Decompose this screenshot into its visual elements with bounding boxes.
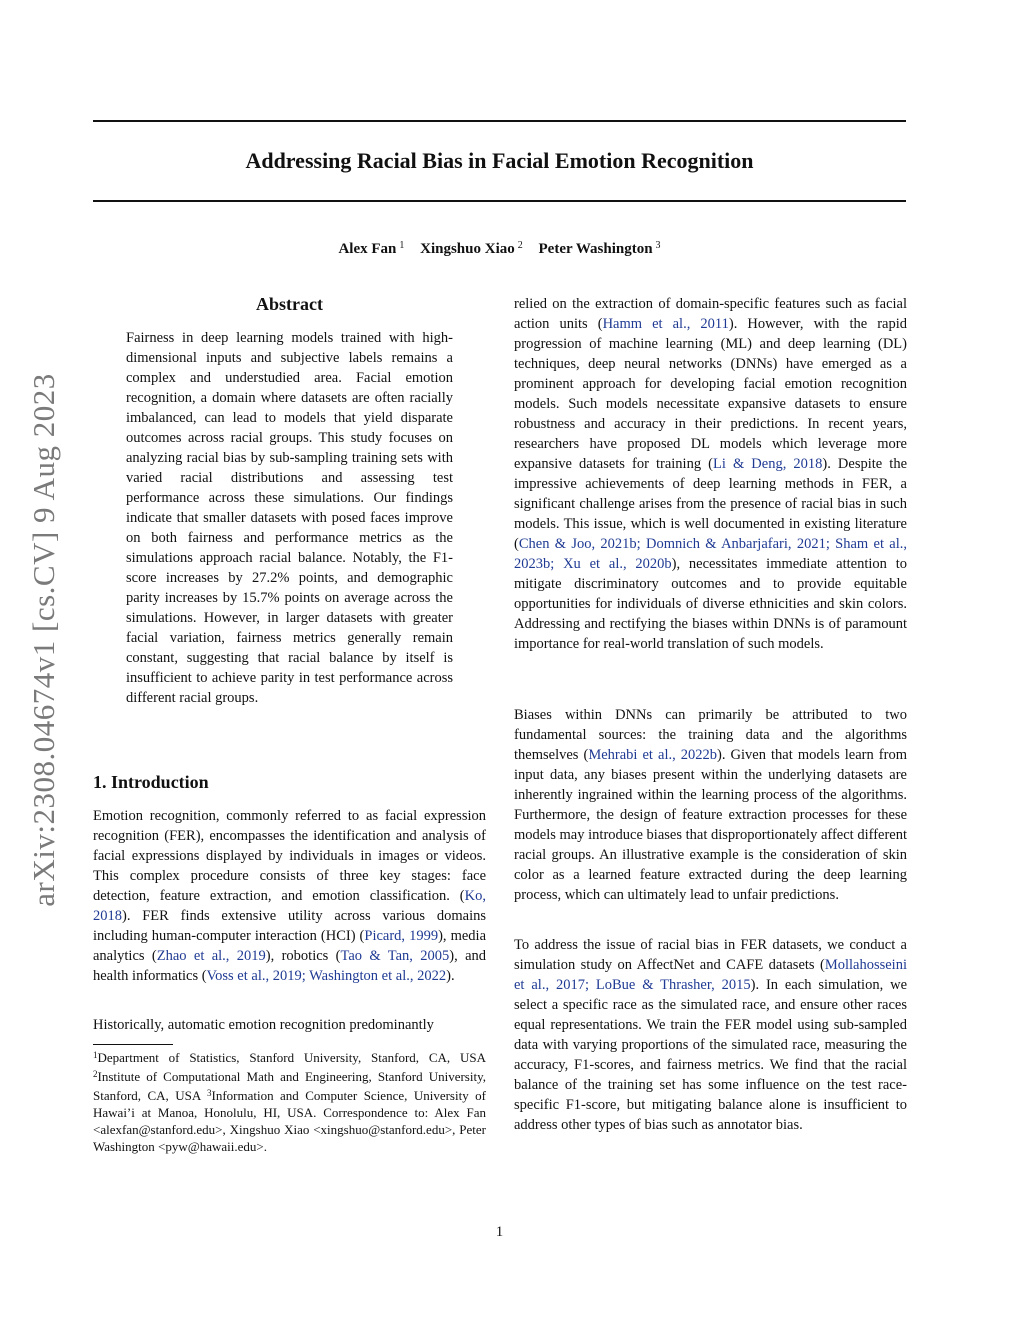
footnote-mark: 2 — [93, 1069, 98, 1079]
author-2 — [420, 241, 523, 257]
citation-link[interactable]: Mehrabi et al., 2022b — [588, 747, 718, 763]
citation-link[interactable]: Ko, 2018 — [93, 888, 486, 924]
right-column-paragraph-1 — [514, 294, 907, 654]
footnote-text: Department of Statistics, Stanford University, Stanford, CA, USA — [97, 1050, 486, 1065]
footnote-rule — [93, 1044, 173, 1045]
author-affiliation-mark: 3 — [655, 240, 661, 251]
right-column-paragraph-3 — [514, 935, 907, 1135]
citation-link[interactable]: Voss et al., 2019; Washington et al., 2022 — [206, 968, 447, 984]
abstract-heading: Abstract — [256, 294, 323, 314]
author-name: Alex Fan — [338, 241, 397, 257]
paragraph-text: Biases within DNNs can primarily be attributed to two fundamental sources: the training data and the algorithms themselves ( — [514, 707, 907, 763]
title-top-rule — [93, 120, 906, 122]
paper-title: Addressing Racial Bias in Facial Emotion Recognition — [245, 148, 754, 173]
paragraph-text: relied on the extraction of domain-specific features such as facial action units ( — [514, 296, 907, 332]
paragraph-text: To address the issue of racial bias in FER datasets, we conduct a simulation study on AffectNet and CAFE datasets ( — [514, 937, 907, 973]
paragraph-text: ). Despite the impressive achievements of deep learning methods in FER, a significant challenge arises from the presence of racial bias in such models. This issue, which is well documented in existing literature ( — [514, 456, 908, 552]
paragraph-text: ), robotics ( — [265, 948, 341, 964]
introduction-paragraph-2-start: Historically, automatic emotion recognition predominantly — [93, 1017, 434, 1033]
citation-link[interactable]: Hamm et al., 2011 — [602, 316, 729, 332]
paragraph-text: ). However, with the rapid progression of machine learning (ML) and deep learning (DL) techniques, deep neural networks (DNNs) have emerged as a prominent approach for developing facial emotion recognition models. Such models necessitate expansive datasets to ensure robustness and accuracy in their predictions. In recent years, researchers have proposed DL models which leverage more expansive datasets for training ( — [514, 316, 908, 472]
paragraph-text: ), necessitates immediate attention to mitigate discriminatory outcomes and to provide equitable opportunities for individuals of diverse ethnicities and skin colors. Addressing and rectifying the biases within DNNs is of paramount importance for real-world translation of such models. — [514, 556, 907, 652]
footnote-text: Institute of Computational Math and Engineering, Stanford University, Stanford, CA, USA — [93, 1069, 486, 1103]
arxiv-identifier-stamp: arXiv:2308.04674v1 [cs.CV] 9 Aug 2023 — [26, 373, 61, 907]
author-affiliation-mark: 1 — [399, 240, 405, 251]
footnote-text: Information and Computer Science, University of Hawai’i at Manoa, Honolulu, HI, USA. Correspondence to: Alex Fan <alexfan@stanford.edu>, Xingshuo Xiao <xingshuo@stanford.edu>, Peter Washington <pyw@hawaii.edu>. — [93, 1088, 486, 1154]
author-affiliation-mark: 2 — [517, 240, 523, 251]
paragraph-text: ). In each simulation, we select a specific race as the simulated race, and ensure other races equal representations. We train the FER model using sub-sampled data with varying proportions of the simulated race, measuring the accuracy, F1-scores, and fairness metrics. We find that the racial balance of the training set has some influence on the test race-specific F1-score, but mitigating balance alone is insufficient to address other types of bias such as annotator bias. — [514, 977, 908, 1133]
title-bottom-rule — [93, 200, 906, 202]
paragraph-text: ). — [446, 968, 455, 984]
citation-link[interactable]: Chen & Joo, 2021b; Domnich & Anbarjafari, 2021; Sham et al., 2023b; Xu et al., 2020b — [514, 536, 907, 572]
citation-link[interactable]: Picard, 1999 — [364, 928, 439, 944]
affiliation-footnote — [93, 1047, 486, 1155]
author-1 — [338, 241, 404, 257]
paragraph-text: ), media analytics ( — [93, 928, 487, 964]
author-name: Peter Washington — [538, 241, 653, 257]
footnote-mark: 3 — [206, 1088, 212, 1098]
footnote-mark: 1 — [93, 1050, 98, 1060]
author-list — [93, 236, 906, 259]
abstract-text: Fairness in deep learning models trained with high-dimensional inputs and subjective labels remains a complex and understudied area. Facial emotion recognition, a domain where datasets are often racially imbalanced, can lead to models that yield disparate outcomes across racial groups. This study focuses on analyzing racial bias by sub-sampling training sets with varied racial distributions and assessing test performance across these simulations. Our findings indicate that smaller datasets with posed faces improve on both fairness and performance metrics as the simulations approach racial balance. Notably, the F1-score increases by 27.2% points, and demographic parity increases by 15.7% points on average across the simulations. However, in larger datasets with greater facial variation, fairness metrics generally remain constant, suggesting that racial balance by itself is insufficient to achieve parity in test performance across different racial groups. — [126, 330, 453, 706]
citation-link[interactable]: Tao & Tan, 2005 — [340, 948, 450, 964]
paragraph-text: ). FER finds extensive utility across various domains including human-computer interaction (HCI) ( — [93, 908, 486, 944]
paragraph-text: Emotion recognition, commonly referred to as facial expression recognition (FER), encompasses the identification and analysis of facial expressions displayed by individuals in images or videos. This complex procedure consists of three key stages: face detection, feature extraction, and emotion classification. ( — [93, 808, 486, 904]
citation-link[interactable]: Li & Deng, 2018 — [713, 456, 823, 472]
paragraph-text: ), and health informatics ( — [93, 948, 487, 984]
introduction-heading: 1. Introduction — [93, 772, 209, 792]
right-column-paragraph-2 — [514, 705, 907, 905]
citation-link[interactable]: Zhao et al., 2019 — [156, 948, 266, 964]
introduction-paragraph-1 — [93, 806, 486, 986]
author-name: Xingshuo Xiao — [420, 241, 515, 257]
page-number: 1 — [495, 1224, 504, 1240]
citation-link[interactable]: Mollahosseini et al., 2017; LoBue & Thrasher, 2015 — [514, 957, 907, 993]
author-3 — [539, 241, 661, 257]
paragraph-text: ). Given that models learn from input data, any biases present within the underlying datasets are inherently ingrained within the learning process of the algorithms. Furthermore, the design of feature extraction processes for these models may introduce biases that disproportionately affect different racial groups. An illustrative example is the consideration of skin color as a learned feature extracted during the deep learning process, which can ultimately lead to unfair predictions. — [514, 747, 907, 903]
